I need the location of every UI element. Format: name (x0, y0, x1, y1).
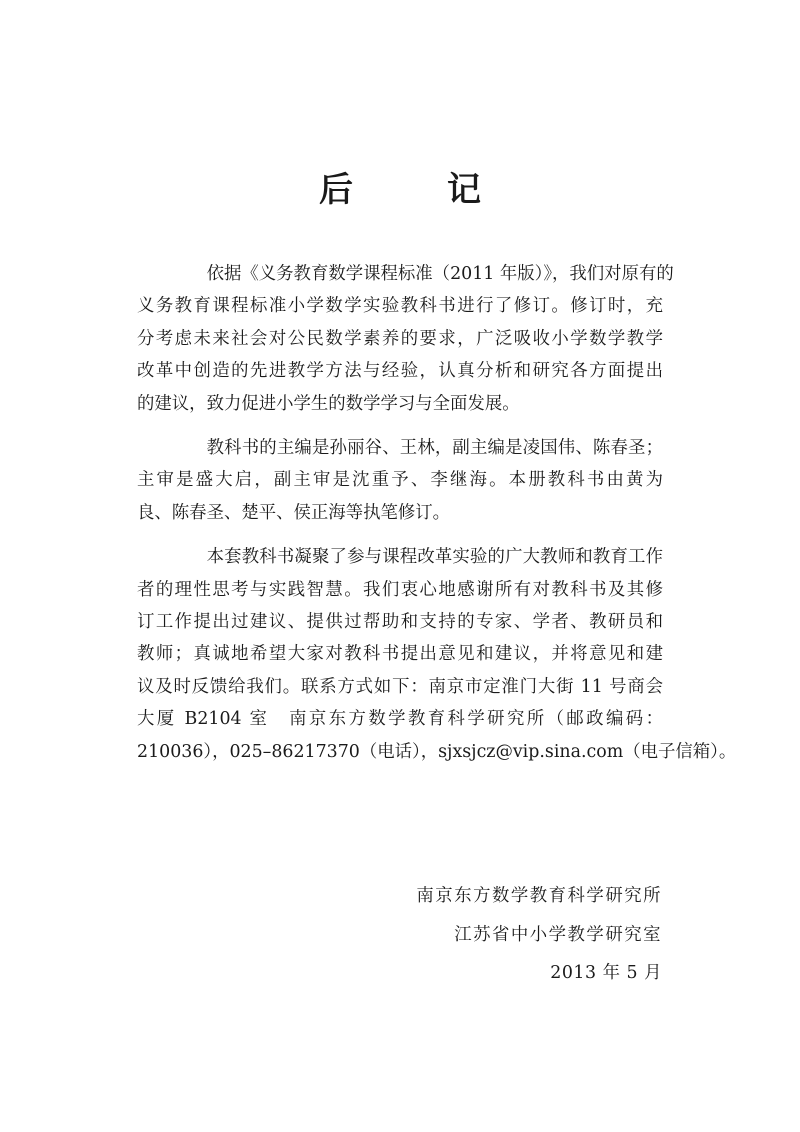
paragraph-line: 教师；真诚地希望大家对教科书提出意见和建议，并将意见和建 (137, 644, 663, 665)
paragraph-revision-basis (137, 258, 674, 420)
paragraph-line: 主审是盛大启，副主审是沈重予、李继海。本册教科书由黄为 (137, 470, 663, 491)
signature-organization-1: 南京东方数学教育科学研究所 (416, 886, 662, 906)
signature-date: 2013 年 5 月 (550, 963, 662, 983)
paragraph-line: 订工作提出过建议、提供过帮助和支持的专家、学者、教研员和 (137, 612, 663, 633)
paragraph-line: 的建议，致力促进小学生的数学学习与全面发展。 (137, 393, 520, 414)
paragraph-editors (137, 432, 663, 529)
paragraph-line: 议及时反馈给我们。联系方式如下：南京市定淮门大街 11 号商会 (137, 676, 663, 697)
paragraph-line: 改革中创造的先进教学方法与经验，认真分析和研究各方面提出 (137, 361, 663, 382)
paragraph-acknowledgement (137, 541, 737, 768)
paragraph-line: 分考虑未来社会对公民数学素养的要求，广泛吸收小学数学教学 (137, 328, 663, 349)
paragraph-line: 教科书的主编是孙丽谷、王林，副主编是凌国伟、陈春圣； (206, 438, 663, 459)
signature-organization-2: 江苏省中小学教学研究室 (454, 925, 662, 945)
paragraph-line: 依据《义务教育数学课程标准（2011 年版）》，我们对原有的 (206, 264, 674, 284)
document-body (137, 258, 737, 780)
paragraph-line: 者的理性思考与实践智慧。我们衷心地感谢所有对教科书及其修 (137, 579, 663, 600)
page-title: 后 记 (319, 170, 511, 210)
paragraph-line: 良、陈春圣、楚平、侯正海等执笔修订。 (137, 502, 451, 523)
paragraph-line: 本套教科书凝聚了参与课程改革实验的广大教师和教育工作 (206, 547, 663, 568)
paragraph-line: 210036），025–86217370（电话），sjxsjcz@vip.sina.com（电子信箱）。 (137, 741, 737, 762)
paragraph-line: 义务教育课程标准小学数学实验教科书进行了修订。修订时，充 (137, 296, 663, 317)
paragraph-line: 大厦 B2104 室 南京东方数学教育科学研究所（邮政编码： (137, 709, 663, 730)
